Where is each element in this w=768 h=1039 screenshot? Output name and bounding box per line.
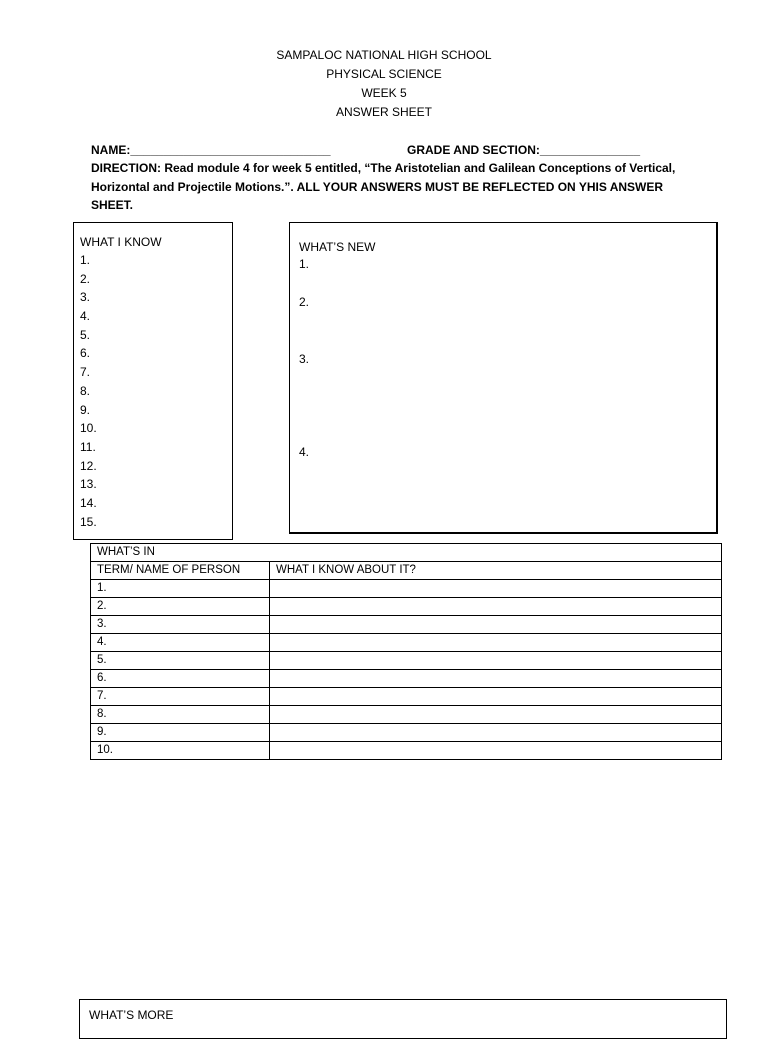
whats-in-table (90, 543, 722, 760)
school-name: SAMPALOC NATIONAL HIGH SCHOOL (276, 48, 492, 62)
answer-cell[interactable] (270, 706, 722, 724)
answer-cell[interactable] (270, 652, 722, 670)
sheet-title: ANSWER SHEET (335, 105, 432, 119)
list-item[interactable]: 14. (80, 495, 97, 510)
list-item[interactable]: 10. (80, 421, 97, 436)
answer-cell[interactable] (270, 598, 722, 616)
list-item[interactable]: 6. (80, 346, 91, 361)
table-row (91, 742, 722, 760)
answer-cell[interactable] (270, 724, 722, 742)
row-number[interactable]: 4. (91, 634, 270, 652)
table-row (91, 634, 722, 652)
list-item[interactable]: 4. (80, 309, 91, 324)
whats-new-item[interactable]: 1. (299, 257, 310, 271)
answer-cell[interactable] (270, 580, 722, 598)
list-item[interactable]: 5. (80, 327, 91, 342)
sheet-header (0, 46, 768, 122)
whats-new-title: WHAT’S NEW (299, 240, 376, 254)
whats-more-title: WHAT’S MORE (89, 1008, 174, 1022)
table-title-row (91, 544, 722, 562)
name-field[interactable]: NAME:______________________________ (91, 143, 331, 157)
direction-text (91, 159, 681, 215)
whats-new-item[interactable]: 4. (299, 445, 310, 459)
row-number[interactable]: 10. (91, 742, 270, 760)
what-i-know-box (73, 222, 233, 540)
list-item[interactable]: 1. (80, 253, 91, 267)
subject-title: PHYSICAL SCIENCE (326, 67, 442, 81)
list-item[interactable]: 7. (80, 365, 91, 380)
answer-cell[interactable] (270, 670, 722, 688)
whats-new-item[interactable]: 3. (299, 352, 310, 366)
whats-in-title: WHAT’S IN (91, 544, 722, 562)
list-item[interactable]: 12. (80, 458, 97, 473)
table-row (91, 724, 722, 742)
answer-cell[interactable] (270, 634, 722, 652)
answer-cell[interactable] (270, 742, 722, 760)
whats-more-box (79, 999, 727, 1039)
direction-prefix: DIRECTION: Read module 4 for week 5 entitled, “The Aristotelian and Galilean Conceptions of Vertical, Horizontal and Projectile Motions.”. (91, 161, 676, 194)
list-item[interactable]: 15. (80, 514, 97, 529)
table-row (91, 652, 722, 670)
list-item[interactable]: 13. (80, 477, 97, 492)
direction-caps: ALL YOUR ANSWERS MUST BE REFLECTED ON YHIS ANSWER SHEET. (91, 179, 664, 212)
list-item[interactable]: 11. (80, 439, 96, 454)
row-number[interactable]: 1. (91, 580, 270, 598)
column-header-term: TERM/ NAME OF PERSON (91, 562, 270, 580)
what-i-know-title: WHAT I KNOW (80, 235, 162, 249)
row-number[interactable]: 6. (91, 670, 270, 688)
table-header-row (91, 562, 722, 580)
list-item[interactable]: 3. (80, 290, 91, 305)
table-row (91, 598, 722, 616)
list-item[interactable]: 2. (80, 271, 91, 286)
whats-new-item[interactable]: 2. (299, 295, 310, 309)
table-row (91, 670, 722, 688)
list-item[interactable]: 9. (80, 402, 91, 417)
table-row (91, 688, 722, 706)
row-number[interactable]: 7. (91, 688, 270, 706)
row-number[interactable]: 2. (91, 598, 270, 616)
answer-cell[interactable] (270, 616, 722, 634)
row-number[interactable]: 8. (91, 706, 270, 724)
week-label: WEEK 5 (361, 86, 407, 100)
what-i-know-list (80, 251, 232, 531)
table-row (91, 616, 722, 634)
list-item[interactable]: 8. (80, 383, 91, 398)
row-number[interactable]: 9. (91, 724, 270, 742)
grade-section-field[interactable]: GRADE AND SECTION:_______________ (407, 143, 640, 157)
whats-new-box (289, 222, 718, 534)
table-row (91, 580, 722, 598)
row-number[interactable]: 5. (91, 652, 270, 670)
answer-cell[interactable] (270, 688, 722, 706)
column-header-know: WHAT I KNOW ABOUT IT? (270, 562, 722, 580)
row-number[interactable]: 3. (91, 616, 270, 634)
table-row (91, 706, 722, 724)
